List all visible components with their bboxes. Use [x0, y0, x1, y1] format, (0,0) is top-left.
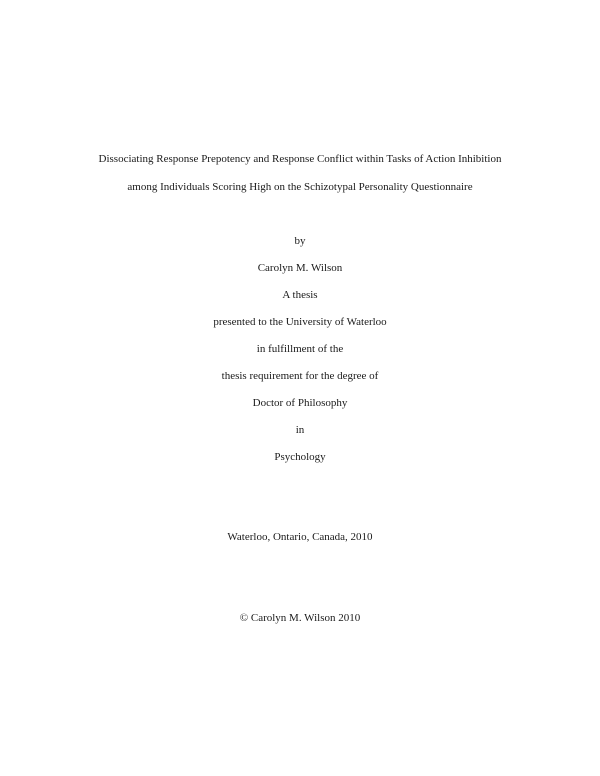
in-label: in — [295, 424, 305, 436]
thesis-title-line-1: Dissociating Response Prepotency and Response Conflict within Tasks of Action Inhibition — [98, 153, 502, 165]
fulfillment-line: in fulfillment of the — [256, 343, 344, 355]
requirement-line: thesis requirement for the degree of — [221, 370, 379, 382]
degree-name: Doctor of Philosophy — [252, 397, 348, 409]
by-label: by — [294, 235, 306, 247]
thesis-label: A thesis — [282, 289, 318, 301]
thesis-title-line-2: among Individuals Scoring High on the Schizotypal Personality Questionnaire — [127, 181, 473, 193]
author-name: Carolyn M. Wilson — [257, 262, 343, 274]
university-line: presented to the University of Waterloo — [213, 316, 387, 328]
field-name: Psychology — [274, 451, 326, 463]
place-and-year: Waterloo, Ontario, Canada, 2010 — [227, 531, 373, 543]
copyright-notice: © Carolyn M. Wilson 2010 — [239, 612, 361, 624]
